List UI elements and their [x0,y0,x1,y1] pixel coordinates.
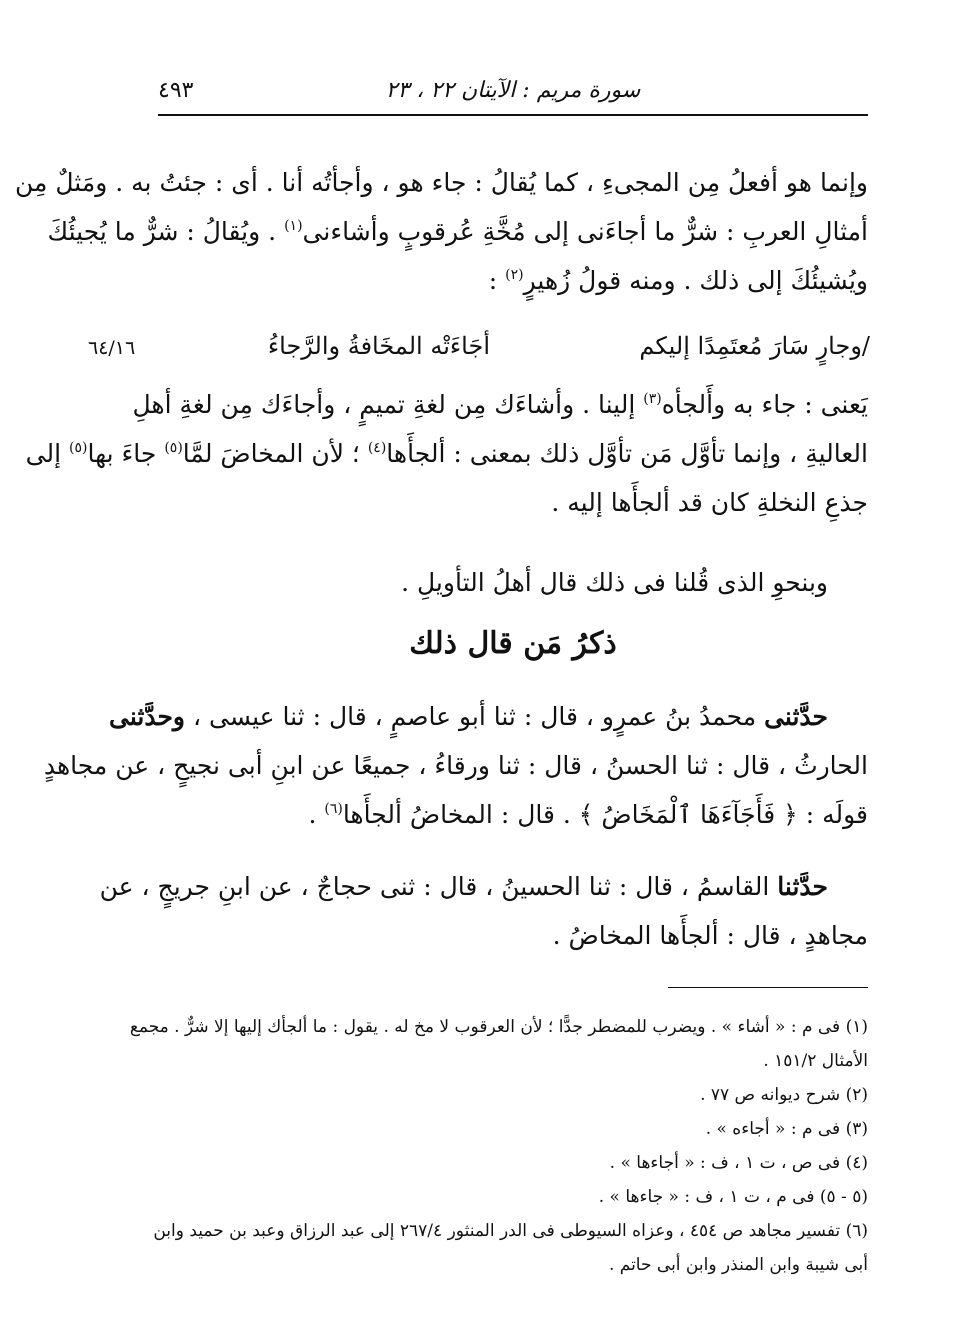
text-line [25,429,868,478]
poetry-verse [158,332,870,376]
footnote-line: (٢) شرح ديوانه ص ٧٧ . [700,1085,868,1105]
text-line [43,741,868,790]
text-span: محمدُ بنُ عمرٍو ، قال : ثنا أبو عاصمٍ ، قال : ثنا عيسى ، [185,702,765,731]
footnotes [129,1010,868,1282]
text-span: العاليةِ ، وإنما تأوَّل مَن تأوَّل ذلك بمعنى : ألجأَها [386,439,868,468]
footnote-marker: (١) [284,218,303,234]
footnote-line: (١) فى م : « أشاء » . ويضرب للمضطر جدًّا ؛ لأن العرقوب لا مخ له . يقول : ما ألجأك إليها إلا شرٌّ . مجمع [129,1017,868,1037]
text-span: وإنما هو أفعلُ مِن المجىءِ ، كما يُقالُ : جاء هو ، وأجأتُه أنا . أى : جئتُ به . ومَثلٌ مِن [14,168,868,197]
text-span: إلينا . وأشاءَك مِن لغةِ تميمٍ ، وأجاءَك مِن لغةِ أهلِ [132,390,644,419]
text-span: وبنحوِ الذى قُلنا فى ذلك قال أهلُ التأويلِ . [401,568,828,597]
text-span: : [488,266,506,295]
running-header [158,78,868,116]
footnote-marker: (٤) [367,440,387,456]
text-line [109,692,868,741]
text-span: قولَه : ﴿ فَأَجَآءَهَا ٱلْمَخَاضُ ﴾ . قال : المخاضُ ألجأَها [342,800,868,829]
text-span: . ويُقالُ : شرٌّ ما يُجيئُكَ [47,217,285,246]
page-number: ٤٩٣ [158,78,194,103]
text-line [47,207,868,256]
text-span: ويُشيئُكَ إلى ذلك . ومنه قولُ زُهيرٍ [523,266,868,295]
footnote-line: (٣) فى م : « أجاءه » . [705,1119,868,1139]
text-span: القاسمُ ، قال : ثنا الحسينُ ، قال : ثنى حجاجٌ ، عن ابنِ جريجٍ ، عن [99,872,778,901]
paragraph-5 [99,862,868,960]
footnote-line: (٥ - ٥) فى م ، ت ١ ، ف : « جاءها » . [598,1187,868,1207]
text-line [99,862,868,911]
text-line [132,380,868,429]
footnote-separator [668,987,868,988]
paragraph-4 [43,692,868,839]
text-span: أمثالِ العربِ : شرٌّ ما أجاءَنى إلى مُخَّةِ عُرقوبٍ وأشاءنى [302,217,868,246]
text-line [158,478,868,527]
header-title: سورة مريم : الآيتان ٢٢ ، ٢٣ [385,78,641,103]
footnote-marker: (٥) [164,440,183,456]
footnote-line: (٦) تفسير مجاهد ص ٤٥٤ ، وعزاه السيوطى فى الدر المنثور ٢٦٧/٤ إلى عبد الرزاق وعبد بن حميد وابن [153,1221,868,1241]
footnote-line: أبى شيبة وابن المنذر وابن أبى حاتم . [608,1255,868,1275]
footnote-line: الأمثال ١٥١/٢ . [763,1051,868,1071]
text-span: جاءَ بها [87,439,165,468]
verse-hemistich-2: أجَاءَتْه المخَافةُ والرَّجاءُ [267,332,490,360]
text-line [14,158,868,207]
text-line [158,790,868,839]
paragraph-1 [14,158,868,305]
section-heading: ذكرُ مَن قال ذلك [409,626,617,661]
text-span: . [308,800,325,829]
text-line [158,911,868,960]
footnote-line: (٤) فى ص ، ت ١ ، ف : « أجاءها » . [609,1153,868,1173]
margin-reference: ٦٤/١٦ [88,337,136,359]
text-span-bold: حدَّثنا [777,872,828,901]
footnote-marker: (٣) [643,391,662,407]
text-span: الحارثُ ، قال : ثنا الحسنُ ، قال : ثنا ورقاءُ ، جميعًا عن ابنِ أبى نجيحٍ ، عن مجاهدٍ [43,751,868,780]
text-span-bold: حدَّثنى [764,702,828,731]
footnote-marker: (٦) [324,801,343,817]
footnote-marker: (٢) [505,267,524,283]
text-span: يَعنى : جاء به وأَلجأه [661,390,868,419]
text-span: مجاهدٍ ، قال : ألجأَها المخاضُ . [552,921,868,950]
paragraph-2 [25,380,868,527]
verse-hemistich-1: /وجارٍ سَارَ مُعتَمِدًا إليكم [639,332,870,360]
footnote-marker: (٥) [69,440,88,456]
text-span: ؛ لأن المخاضَ لمَّا [182,439,368,468]
paragraph-3 [158,558,868,607]
text-line [158,256,868,305]
text-span: إلى [25,439,70,468]
text-span: جذعِ النخلةِ كان قد ألجأَها إليه . [551,488,868,517]
text-line [158,558,868,607]
text-span-bold: وحدَّثنى [109,702,186,731]
